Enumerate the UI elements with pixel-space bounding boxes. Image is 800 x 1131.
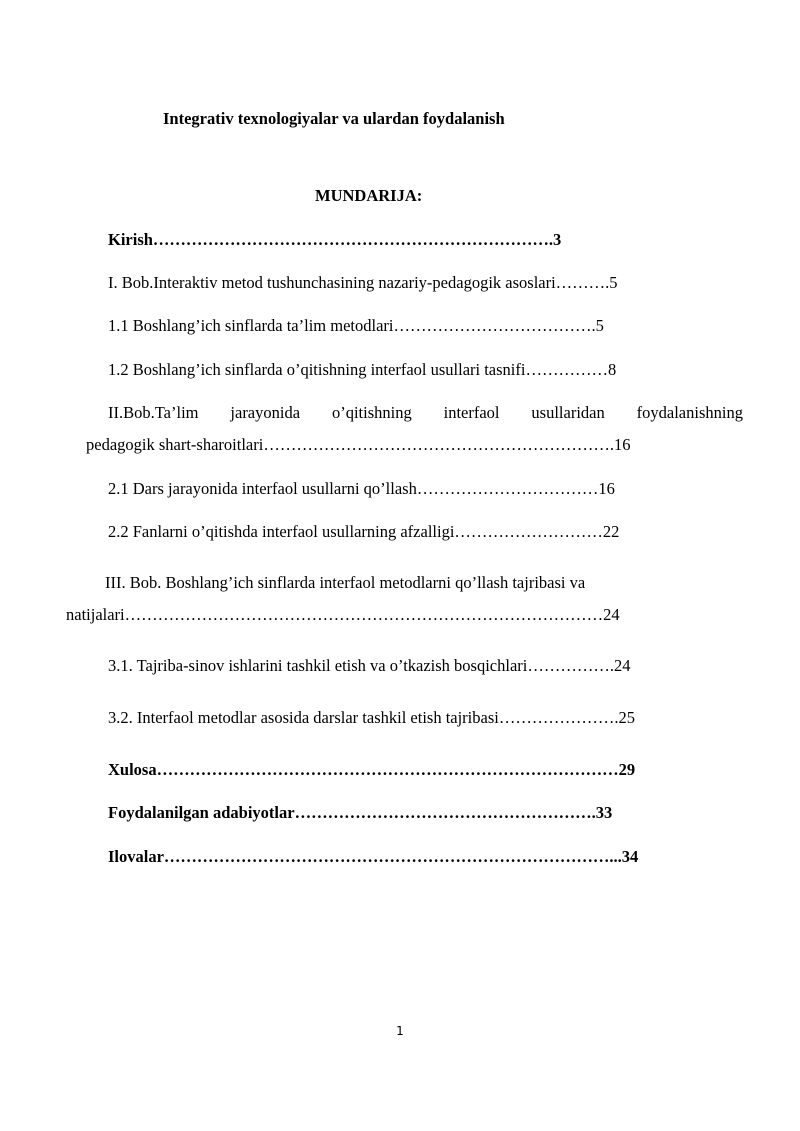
toc-entry-section-3-2: 3.2. Interfaol metodlar asosida darslar tashkil etish tajribasi………………….25 bbox=[108, 708, 635, 727]
toc-entry-section-1-2: 1.2 Boshlang’ich sinflarda o’qitishning interfaol usullari tasnifi……………8 bbox=[108, 360, 617, 379]
document-title: Integrativ texnologiyalar va ulardan foydalanish bbox=[163, 109, 505, 128]
toc-word: II.Bob.Ta’lim bbox=[108, 403, 199, 422]
toc-entry-section-3-1: 3.1. Tajriba-sinov ishlarini tashkil etish va o’tkazish bosqichlari…………….24 bbox=[108, 656, 631, 675]
page-number: 1 bbox=[396, 1024, 404, 1038]
toc-word: interfaol bbox=[443, 403, 500, 422]
toc-word: jarayonida bbox=[230, 403, 301, 422]
toc-entry-xulosa: Xulosa…………………………………………………………………………29 bbox=[108, 760, 636, 779]
toc-entry-chapter-3-line-2: natijalari……………………………………………………………………………24 bbox=[66, 605, 620, 624]
toc-word: usullaridan bbox=[531, 403, 605, 422]
toc-word: o’qitishning bbox=[331, 403, 412, 422]
toc-entry-chapter-1: I. Bob.Interaktiv metod tushunchasining nazariy-pedagogik asoslari……….5 bbox=[108, 273, 618, 292]
toc-entry-ilovalar: Ilovalar………………………………………………………………………...34 bbox=[108, 847, 639, 866]
toc-entry-section-2-1: 2.1 Dars jarayonida interfaol usullarni qo’llash……………………………16 bbox=[108, 479, 615, 498]
toc-entry-kirish: Kirish……………………………………………………………….3 bbox=[108, 230, 562, 249]
toc-entry-chapter-2-line-2: pedagogik shart-sharoitlari……………………………………………………….16 bbox=[86, 435, 631, 454]
toc-entry-chapter-3-line-1: III. Bob. Boshlang’ich sinflarda interfaol metodlarni qo’llash tajribasi va bbox=[105, 573, 586, 592]
toc-entry-section-1-1: 1.1 Boshlang’ich sinflarda ta’lim metodlari……………………………….5 bbox=[108, 316, 604, 335]
toc-entry-chapter-2-line-1 bbox=[108, 402, 743, 424]
toc-entry-section-2-2: 2.2 Fanlarni o’qitishda interfaol usullarning afzalligi………………………22 bbox=[108, 522, 620, 541]
toc-entry-adabiyotlar: Foydalanilgan adabiyotlar……………………………………………….33 bbox=[108, 803, 613, 822]
toc-heading: MUNDARIJA: bbox=[315, 186, 423, 205]
toc-word: foydalanishning bbox=[636, 403, 743, 422]
